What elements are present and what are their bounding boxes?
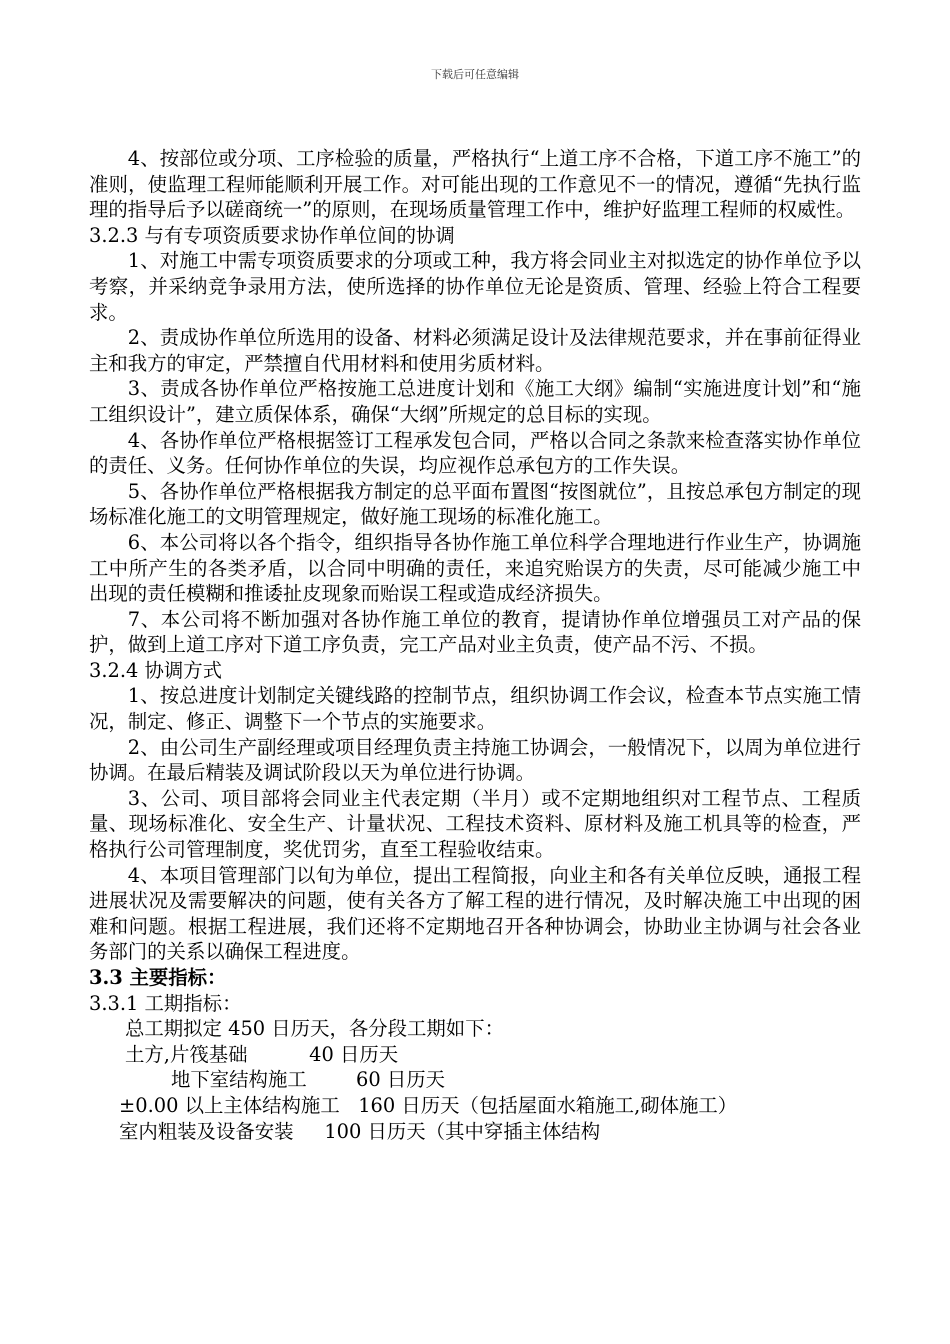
schedule-line: 土方,片筏基础 40 日历天 [125, 1042, 399, 1066]
schedule-line: 地下室结构施工 60 日历天 [171, 1068, 446, 1092]
schedule-intro: 总工期拟定 450 日历天，各分段工期如下： [125, 1017, 504, 1041]
paragraph: 5、各协作单位严格根据我方制定的总平面布置图“按图就位”，且按总承包方制定的现场标准化施工的文明管理规定，做好施工现场的标准化施工。 [89, 479, 861, 529]
paragraph: 3、公司、项目部将会同业主代表定期（半月）或不定期地组织对工程节点、工程质量、现场标准化、安全生产、计量状况、工程技术资料、原材料及施工机具等的检查，严格执行公司管理制度，奖优罚劣，直至工程验收结束。 [89, 786, 861, 862]
paragraph: 4、各协作单位严格根据签订工程承发包合同，严格以合同之条款来检查落实协作单位的责任、义务。任何协作单位的失误，均应视作总承包方的工作失误。 [89, 428, 861, 478]
section-heading: 3.2.4 协调方式 [89, 658, 223, 682]
document-body [89, 146, 861, 1144]
paragraph: 6、本公司将以各个指令，组织指导各协作施工单位科学合理地进行作业生产，协调施工中所产生的各类矛盾，以合同中明确的责任，来追究贻误方的失责，尽可能减少施工中出现的责任模糊和推诿扯皮现象而贻误工程或造成经济损失。 [89, 530, 861, 606]
paragraph: 1、按总进度计划制定关键线路的控制节点，组织协调工作会议，检查本节点实施工情况，制定、修正、调整下一个节点的实施要求。 [89, 684, 861, 734]
paragraph: 2、责成协作单位所选用的设备、材料必须满足设计及法律规范要求，并在事前征得业主和我方的审定，严禁擅自代用材料和使用劣质材料。 [89, 326, 861, 375]
paragraph: 1、对施工中需专项资质要求的分项或工种，我方将会同业主对拟选定的协作单位予以考察，并采纳竞争录用方法，使所选择的协作单位无论是资质、管理、经验上符合工程要求。 [89, 249, 861, 324]
schedule-line: ±0.00 以上主体结构施工 160 日历天（包括屋面水箱施工,砌体施工） [119, 1093, 738, 1117]
paragraph: 2、由公司生产副经理或项目经理负责主持施工协调会，一般情况下，以周为单位进行协调。在最后精装及调试阶段以天为单位进行协调。 [89, 735, 861, 785]
section-heading: 3.2.3 与有专项资质要求协作单位间的协调 [89, 223, 455, 247]
schedule-line: 室内粗装及设备安装 100 日历天（其中穿插主体结构 [119, 1119, 601, 1143]
paragraph: 3、责成各协作单位严格按施工总进度计划和《施工大纲》编制“实施进度计划”和“施工组织设计”，建立质保体系，确保“大纲”所规定的总目标的实现。 [89, 377, 861, 426]
section-heading-bold: 3.3 主要指标： [89, 966, 227, 989]
page-header: 下载后可任意编辑 [431, 68, 519, 81]
subsection-heading: 3.3.1 工期指标： [89, 991, 242, 1015]
paragraph: 4、本项目管理部门以旬为单位，提出工程简报，向业主和各有关单位反映，通报工程进展状况及需要解决的问题，使有关各方了解工程的进行情况，及时解决施工中出现的困难和问题。根据工程进展，我们还将不定期地召开各种协调会，协助业主协调与社会各业务部门的关系以确保工程进度。 [89, 863, 861, 964]
paragraph: 4、按部位或分项、工序检验的质量，严格执行“上道工序不合格，下道工序不施工”的准则，使监理工程师能顺利开展工作。对可能出现的工作意见不一的情况，遵循“先执行监理的指导后予以磋商统一”的原则，在现场质量管理工作中，维护好监理工程师的权威性。 [89, 147, 861, 222]
paragraph: 7、本公司将不断加强对各协作施工单位的教育，提请协作单位增强员工对产品的保护，做到上道工序对下道工序负责，完工产品对业主负责，使产品不污、不损。 [89, 607, 861, 657]
